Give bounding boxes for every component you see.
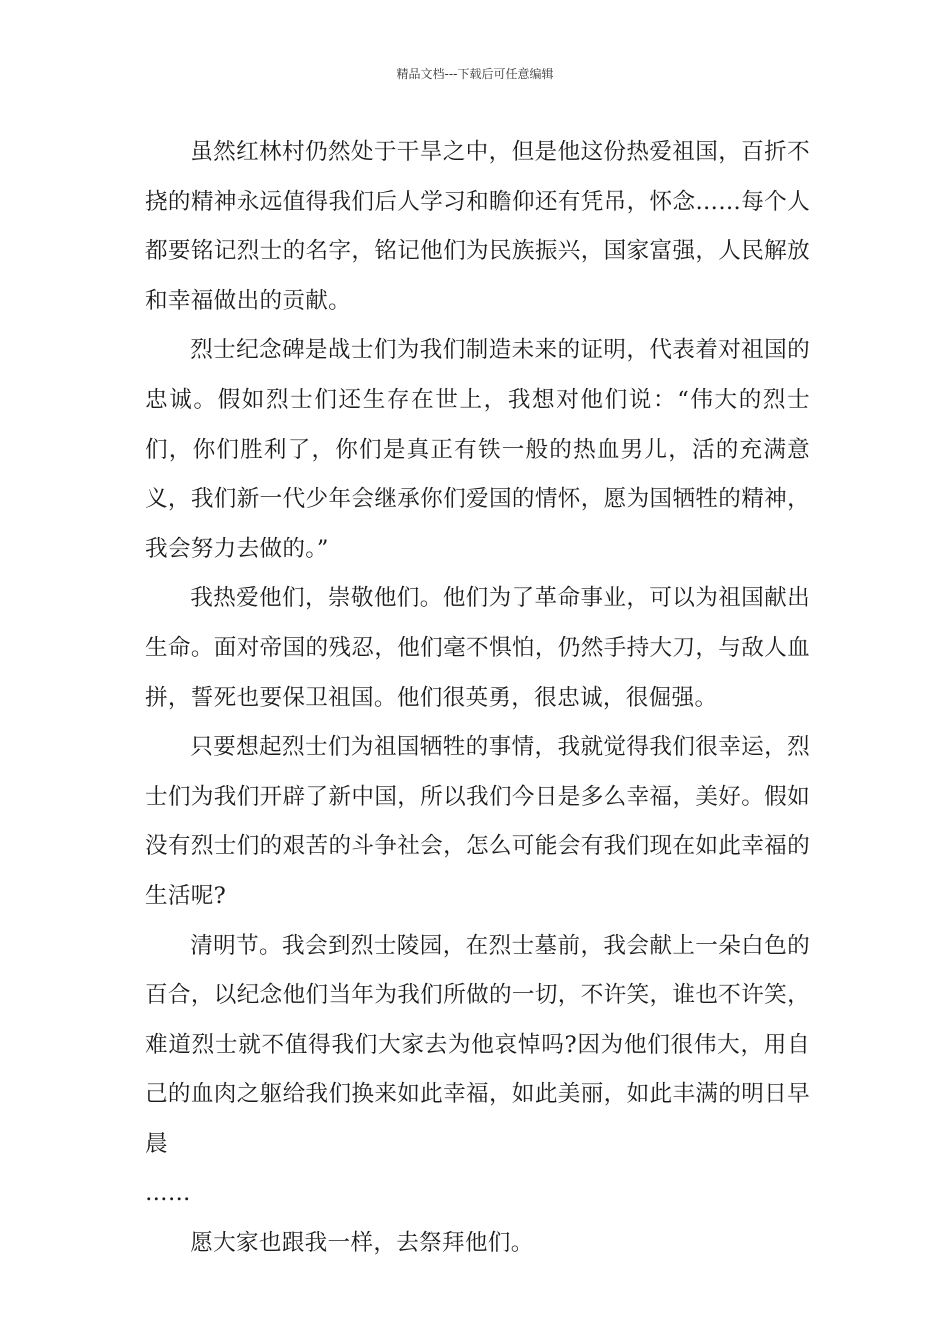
page-header: 精品文档---下载后可任意编辑 [396,67,554,81]
paragraph-5: 清明节。我会到烈士陵园，在烈士墓前，我会献上一朵白色的百合，以纪念他们当年为我们所做的一切，不许笑，谁也不许笑，难道烈士就不值得我们大家去为他哀悼吗?因为他们很伟大，用自己的血肉之躯给我们换来如此幸福，如此美丽，如此丰满的明日早晨 [145,932,810,1157]
paragraph-1: 虽然红林村仍然处于干旱之中，但是他这份热爱祖国，百折不挠的精神永远值得我们后人学习和瞻仰还有凭吊，怀念……每个人都要铭记烈士的名字，铭记他们为民族振兴，国家富强，人民解放和幸福做出的贡献。 [145,139,810,314]
paragraph-5-ellipsis: …… [145,1180,191,1207]
paragraph-2: 烈士纪念碑是战士们为我们制造未来的证明，代表着对祖国的忠诚。假如烈士们还生存在世上，我想对他们说：“伟大的烈士们，你们胜利了，你们是真正有铁一般的热血男儿，活的充满意义，我们新一代少年会继承你们爱国的情怀，愿为国牺牲的精神，我会努力去做的。” [145,337,810,562]
paragraph-3: 我热爱他们，崇敬他们。他们为了革命事业，可以为祖国献出生命。面对帝国的残忍，他们毫不惧怕，仍然手持大刀，与敌人血拼，誓死也要保卫祖国。他们很英勇，很忠诚，很倔强。 [145,585,810,711]
paragraph-4: 只要想起烈士们为祖国牺牲的事情，我就觉得我们很幸运，烈士们为我们开辟了新中国，所以我们今日是多么幸福，美好。假如没有烈士们的艰苦的斗争社会，怎么可能会有我们现在如此幸福的生活呢? [145,734,810,909]
document-body [145,128,810,1269]
paragraph-6: 愿大家也跟我一样，去祭拜他们。 [190,1230,534,1257]
